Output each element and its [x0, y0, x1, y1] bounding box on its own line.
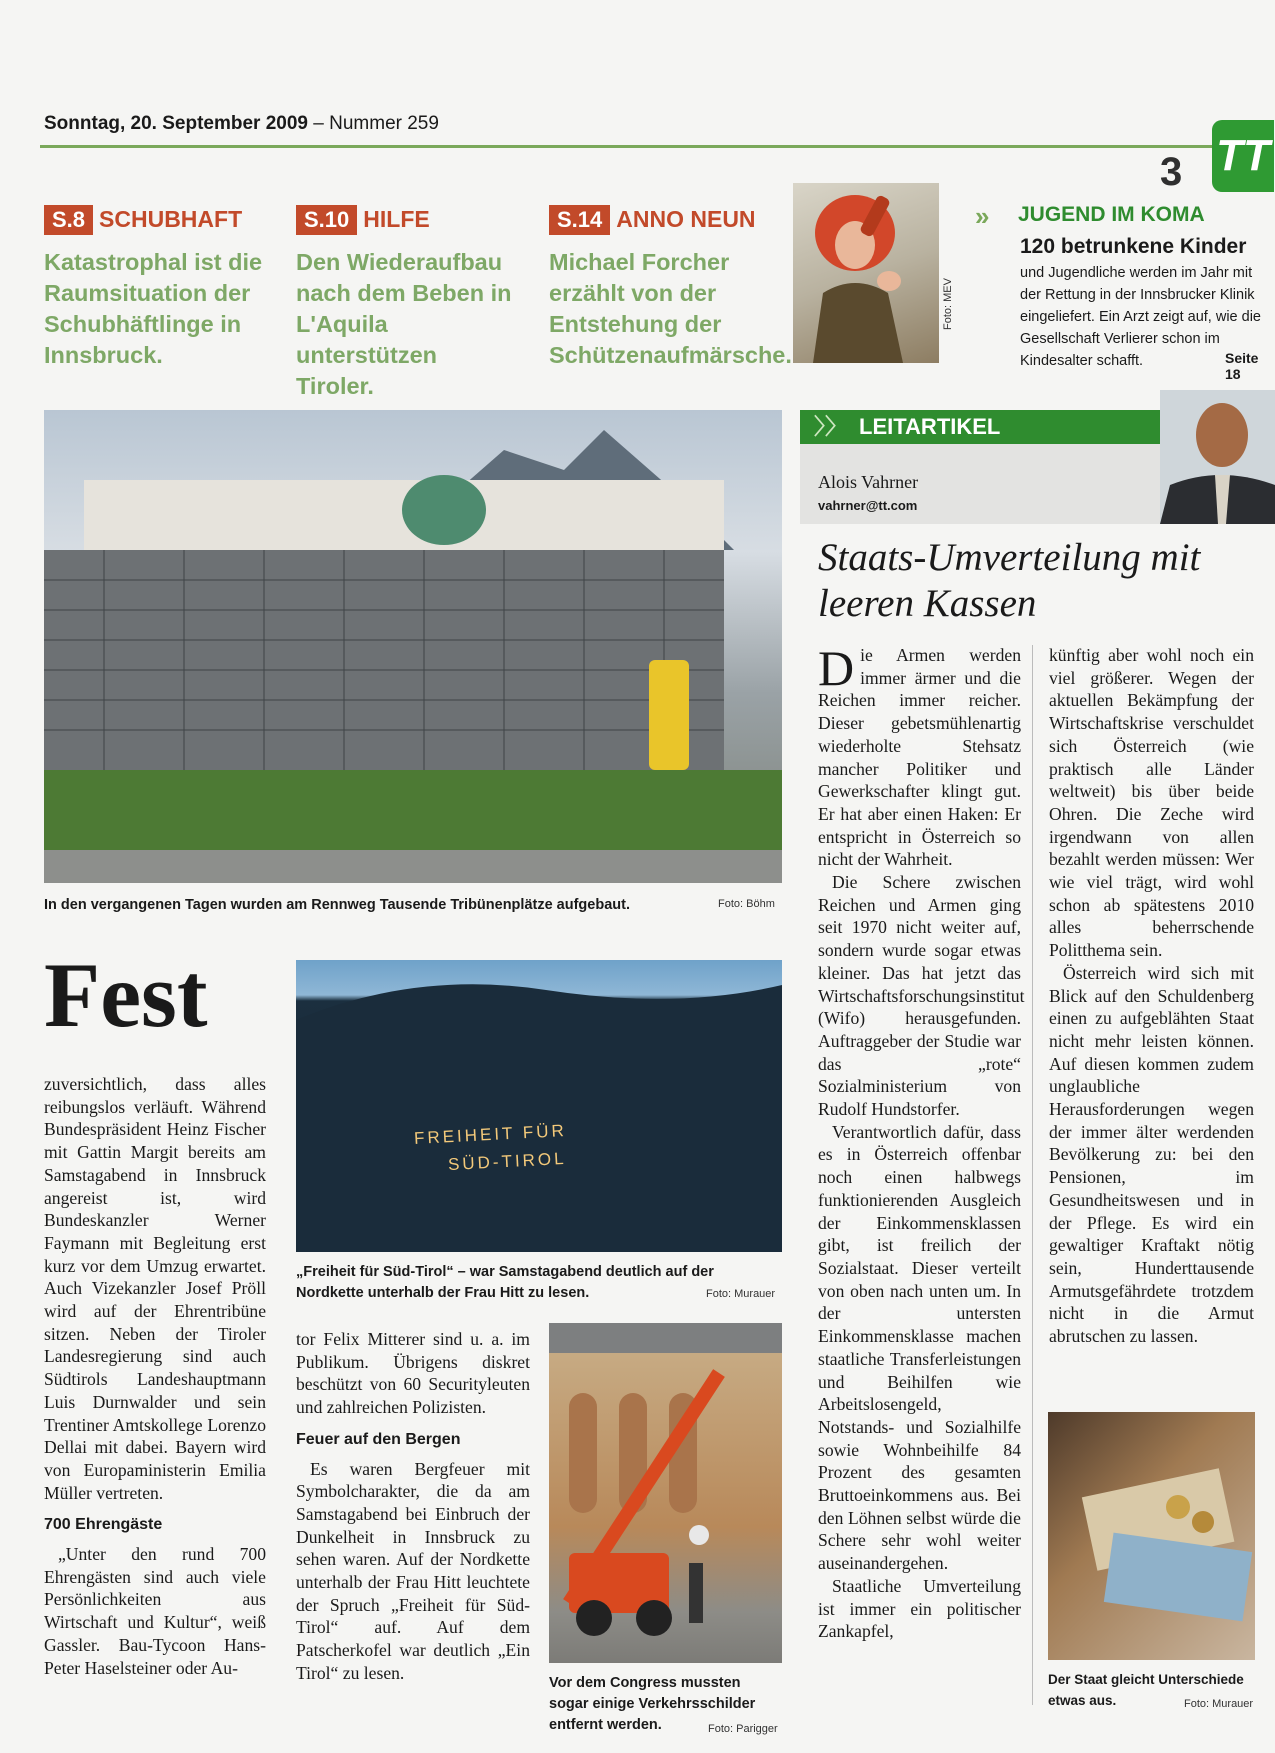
- teaser-page-tag: S.8: [44, 205, 93, 235]
- column-divider: [1032, 645, 1033, 1705]
- fest-col1b-paragraph: „Unter den rund 700 Ehrengästen sind auch viele Persönlichkeiten aus Wirtschaft und Kultur“, weiß Gassler. Bau-Tycoon Hans-Peter Haselsteiner oder Au-: [44, 1544, 266, 1678]
- leitartikel-col1-p4: Staatliche Umverteilung ist immer ein politischer Zankapfel,: [818, 1575, 1021, 1642]
- leitartikel-column-2: [1049, 644, 1254, 1348]
- fest-column-2: [296, 1328, 530, 1685]
- koma-photo: [793, 183, 939, 363]
- teaser-hilfe: [296, 205, 521, 402]
- fest-col2-paragraph: tor Felix Mitterer sind u. a. im Publikum. Übrigens diskret beschützt von 60 Securityleuten und zahlreichen Polizisten.: [296, 1329, 530, 1418]
- leitartikel-col2-p1: künftig aber wohl noch ein viel größerer. Wegen der aktuellen Bekämpfung der Wirtschaftskrise verschuldet sich Österreich (wie praktisch alle Länder weltweit) bis über beide Ohren. Die Zeche wird irgendwann von allen bezahlt werden müssen: Wer wie viel trägt, wird wohl schon ab spätestens 2010 alles beherrschende Politthema sein.: [1049, 645, 1254, 961]
- mountain-silhouette: [296, 960, 782, 1252]
- leitartikel-arrow-icon: 〉〉: [814, 414, 848, 439]
- leitartikel-author: Alois Vahrner: [818, 472, 919, 492]
- leitartikel-dropcap: D: [818, 640, 855, 696]
- money-photo: [1048, 1412, 1255, 1660]
- koma-photo-credit: Foto: MEV: [942, 278, 954, 330]
- money-photo-credit: Foto: Murauer: [1184, 1698, 1254, 1710]
- main-photo-caption: In den vergangenen Tagen wurden am Rennweg Tausende Tribünenplätze aufgebaut.: [44, 897, 630, 913]
- crane-photo-credit: Foto: Parigger: [708, 1723, 778, 1735]
- night-photo-text-line1: FREIHEIT FÜR: [413, 1121, 568, 1148]
- issue-dateline: [44, 113, 439, 135]
- koma-body: und Jugendliche werden im Jahr mit der Rettung in der Innsbrucker Klinik eingeliefert. Ein Arzt zeigt auf, wie die Gesellschaft Verlierer schon im Kindesalter schafft.: [1020, 265, 1261, 369]
- teaser-schubhaft: [44, 205, 279, 371]
- crane-photo: [549, 1323, 782, 1663]
- teaser-text: Den Wiederaufbau nach dem Beben in L'Aquila unterstützen Tiroler.: [296, 249, 512, 399]
- teaser-text: Michael Forcher erzählt von der Entstehung der Schützenaufmärsche.: [549, 249, 792, 368]
- teaser-text: Katastrophal ist die Raumsituation der Schubhäftlinge in Innsbruck.: [44, 249, 263, 368]
- koma-arrow-icon: »: [975, 201, 990, 231]
- leitartikel-col1-p1: ie Armen werden immer ärmer und die Reichen immer reicher. Dieser gebetsmühlenartig wiederholte Stehsatz mancher Politiker und Gewerkschafter klingt gut. Er hat aber einen Haken: Er entspricht in Österreich so nicht der Wahrheit.: [818, 645, 1021, 870]
- teaser-anno-neun: [549, 205, 792, 371]
- night-photo-caption: „Freiheit für Süd-Tirol“ – war Samstagabend deutlich auf der Nordkette unterhalb der Frau Hitt zu lesen.: [296, 1264, 714, 1301]
- author-photo: [1160, 390, 1275, 524]
- crane-illustration: [549, 1323, 782, 1663]
- page-number: 3: [1160, 150, 1183, 194]
- teaser-page-tag: S.14: [549, 205, 610, 235]
- teaser-keyword: ANNO NEUN: [616, 206, 756, 232]
- dateline-separator: –: [308, 113, 330, 134]
- night-photo-text-line2: SÜD-TIROL: [447, 1148, 568, 1175]
- teaser-keyword: SCHUBHAFT: [99, 206, 243, 232]
- night-photo-freiheit: [296, 960, 782, 1252]
- leitartikel-col1-p3: Verantwortlich dafür, dass es in Österreich offenbar noch einen halbwegs funktionierenden Ausgleich der Einkommensklassen gibt, ist freilich der Sozialstaat. Dieser verteilt von oben nach unten um. In der untersten Einkommensklasse machen staatliche Transferleistungen und Beihilfen wie Arbeitslosengeld, Notstands- und Sozialhilfe sowie Wohnbeihilfe 84 Prozent des gesamten Bruttoeinkommens aus. Bei den Löhnen selbst würde die Schere sehr wohl weiter auseinandergehen.: [818, 1121, 1021, 1574]
- leitartikel-col1-p2: Die Schere zwischen Reichen und Armen ging seit 1970 nicht weiter auf, sondern wurde sogar etwas kleiner. Das hat jetzt das Wirtschaftsforschungsinstitut (Wifo) herausgefunden. Auftraggeber der Studie war das „rote“ Sozialministerium von Rudolf Hundstorfer.: [818, 872, 1025, 1120]
- teaser-keyword: HILFE: [363, 206, 430, 232]
- crane-photo-caption: Vor dem Congress mussten sogar einige Verkehrsschilder entfernt werden.: [549, 1675, 756, 1733]
- leitartikel-title: Staats-Umverteilung mit leeren Kassen: [818, 536, 1201, 625]
- fest-column-1: [44, 1073, 266, 1679]
- koma-title: JUGEND IM KOMA: [1018, 203, 1205, 226]
- issue-date: Sonntag, 20. September 2009: [44, 113, 308, 134]
- teaser-page-tag: S.10: [296, 205, 357, 235]
- leitartikel-label: LEITARTIKEL: [859, 414, 1001, 439]
- koma-headline: 120 betrunkene Kinder: [1020, 235, 1247, 258]
- tt-logo: TT: [1212, 120, 1274, 192]
- koma-page-ref: Seite 18: [1225, 350, 1259, 382]
- fest-col2b-paragraph: Es waren Bergfeuer mit Symbolcharakter, die da am Samstagabend bei Einbruch der Dunkelheit in Innsbruck zu sehen waren. Auf der Nordkette unterhalb der Frau Hitt leuchtete der Spruch „Freiheit für Süd-Tirol“ auf. Auf dem Patscherkofel war deutlich „Ein Tirol“ zu lesen.: [296, 1458, 530, 1683]
- leitartikel-email: vahrner@tt.com: [818, 498, 918, 513]
- author-portrait: [1160, 390, 1275, 524]
- girl-drinking-illustration: [793, 183, 939, 363]
- leitartikel-column-1: [818, 640, 1025, 1643]
- tribune-illustration: [44, 410, 782, 883]
- fest-subhead-feuer: Feuer auf den Bergen: [296, 1430, 461, 1448]
- money-photo-caption: Der Staat gleicht Unterschiede etwas aus.: [1048, 1672, 1244, 1708]
- night-photo-credit: Foto: Murauer: [706, 1288, 776, 1300]
- main-photo-tribune: [44, 410, 782, 883]
- fest-col1-paragraph: zuversichtlich, dass alles reibungslos verläuft. Während Bundespräsident Heinz Fischer mit Gattin Margit bereits am Samstagabend in Innsbruck angereist ist, wird Bundeskanzler Werner Faymann mit Begleitung erst kurz vor dem Umzug erwartet. Auch Vizekanzler Josef Pröll wird auf der Ehrentribüne sitzen. Neben der Tiroler Landesregierung sind auch Südtirols Landeshauptmann Luis Durnwalder und sein Trentiner Amtskollege Lorenzo Dellai mit dabei. Bayern wird von Europaministerin Emilia Müller vertreten.: [44, 1074, 266, 1503]
- fest-subhead-ehrengaeste: 700 Ehrengäste: [44, 1516, 163, 1534]
- issue-number: Nummer 259: [329, 113, 439, 134]
- main-photo-credit: Foto: Böhm: [718, 898, 775, 910]
- fest-headline: Fest: [44, 944, 208, 1046]
- leitartikel-bar: [800, 410, 1215, 444]
- header-rule: [40, 145, 1235, 148]
- money-illustration: [1048, 1412, 1255, 1660]
- leitartikel-col2-p2: Österreich wird sich mit Blick auf den Schuldenberg einen zu aufgeblähten Staat nicht mehr leisten können. Auf diesen kommen zudem unglaubliche Herausforderungen wegen der immer älter werdenden Bevölkerung zu: bei den Pensionen, im Gesundheitswesen und in der Pflege. Es wird ein gewaltiger Kraftakt nötig sein, Hunderttausende Armutsgefährdete trotzdem nicht in die Armut abrutschen zu lassen.: [1049, 962, 1254, 1347]
